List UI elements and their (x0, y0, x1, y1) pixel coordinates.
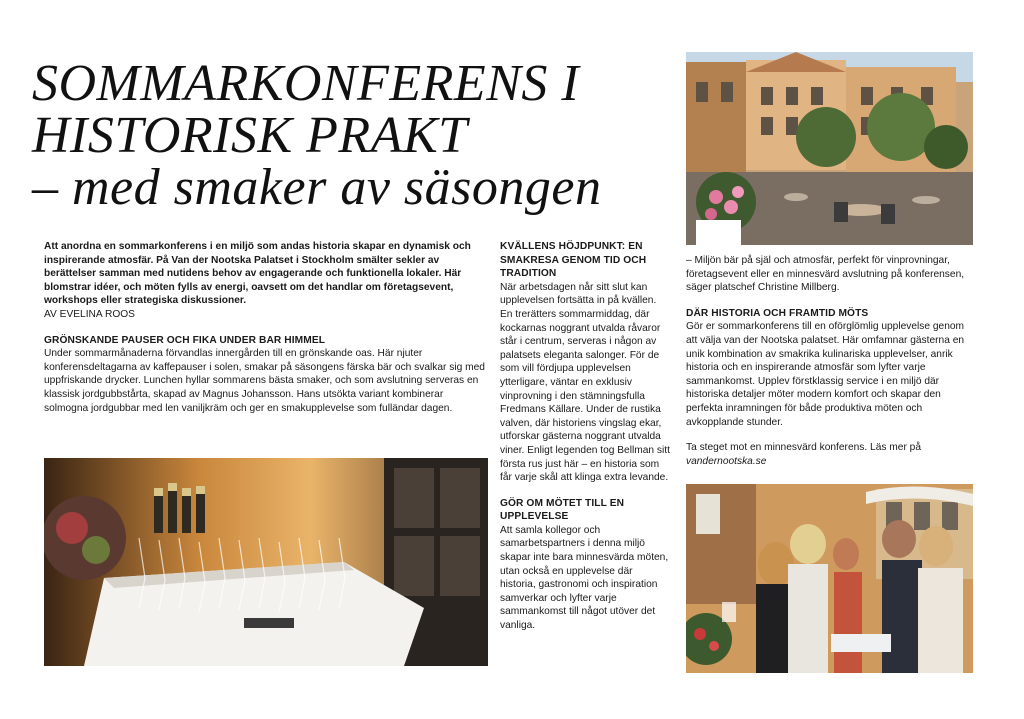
column-right (686, 254, 974, 468)
section-heading-upplevelse: GÖR OM MÖTET TILL EN UPPLEVELSE (500, 497, 625, 523)
section-body-historia: Gör er sommarkonferens till en oförglömlig upplevelse genom att välja van der Nootska palatset. Här omfamnar gästerna en unik kombination av smakrika kulinariska upplevelser, anrik historia och en inspirerande atmosfär som lyfter varje sammankomst. Upplev förstklassig service i en miljö där historiska detaljer möter modern komfort och skapar den perfekta inramningen för både produktiva möten och avkopplande stunder. (686, 321, 965, 428)
cta-link[interactable]: vandernootska.se (686, 455, 767, 467)
cta-text: Ta steget mot en minnesvärd konferens. Läs mer på (686, 442, 921, 454)
headline-line-1: SOMMARKONFERENS I (32, 55, 580, 112)
lead-paragraph: Att anordna en sommarkonferens i en miljö som andas historia skapar en dynamisk och inspirerande atmosfär. På Van der Nootska Palatset i Stockholm smälter sekler av berättelser samman med nutidens behov av engagerande och funktionella lokaler. Här blomstrar idéer, och möten fylls av energi, oavsett om det handlar om företagsevent, workshops eller strategiska diskussioner. (44, 241, 471, 307)
guests-image (686, 484, 973, 673)
photo-champagne-table (44, 458, 488, 666)
section-heading-historia: DÄR HISTORIA OCH FRAMTID MÖTS (686, 307, 869, 319)
headline-line-2: HISTORISK PRAKT (32, 107, 468, 164)
column-middle (500, 240, 670, 633)
photo-guests (686, 484, 973, 673)
champagne-table-image (44, 458, 488, 666)
section-body-upplevelse: Att samla kollegor och samarbetspartners i denna miljö skapar inte bara minnesvärda möten, utan också en upplevelse där historia, gastronomi och inspiration samverkar och lyfter varje sammankomst till något utöver det vanliga. (500, 524, 669, 632)
section-body-pauser: Under sommarmånaderna förvandlas innergården till en grönskande oas. Här njuter konferensdeltagarna av kaffepauser i solen, smakar på säsongens färska bär och svalkar sig med uppfriskande drycker. Lunchen hyllar sommarens bästa smaker, och som avslutning serveras en klassisk jordgubbstårta, skapad av Magnus Johansson. Hans utsökta variant kombinerar solmogna jordgubbar med len vaniljkräm och ger en smakupplevelse som fulländar dagen. (44, 348, 485, 414)
headline (32, 55, 692, 216)
section-heading-kvall: KVÄLLENS HÖJDPUNKT: EN SMAKRESA GENOM TID OCH TRADITION (500, 241, 647, 280)
quote-paragraph: – Miljön bär på själ och atmosfär, perfekt för vinprovningar, företagsevent eller en minnesvärd avslutning på konferensen, säger platschef Christine Millberg. (686, 255, 965, 294)
courtyard-image (686, 52, 973, 245)
section-heading-pauser: GRÖNSKANDE PAUSER OCH FIKA UNDER BAR HIMMEL (44, 334, 326, 346)
cta-paragraph (686, 441, 974, 468)
headline-line-3: – med smaker av säsongen (32, 159, 602, 216)
photo-courtyard (686, 52, 973, 245)
column-left (44, 240, 489, 415)
byline: AV EVELINA ROOS (44, 308, 135, 320)
section-body-kvall: När arbetsdagen når sitt slut kan upplevelsen fortsätta in på kvällen. En trerätters sommarmiddag, där kockarnas noggrant utvalda råvaror står i centrum, serveras i någon av palatsets eleganta salonger. För de som vill fördjupa upplevelsen ytterligare, väntar en exklusiv vinprovning i den stämningsfulla Fredmans Källare. Under de rustika valven, där historiens vingslag ekar, utforskar gästerna noggrant utvalda viner. Enligt legenden tog Bellman sitt första rus just här – en historia som får varje skål att klinga extra levande. (500, 281, 670, 484)
